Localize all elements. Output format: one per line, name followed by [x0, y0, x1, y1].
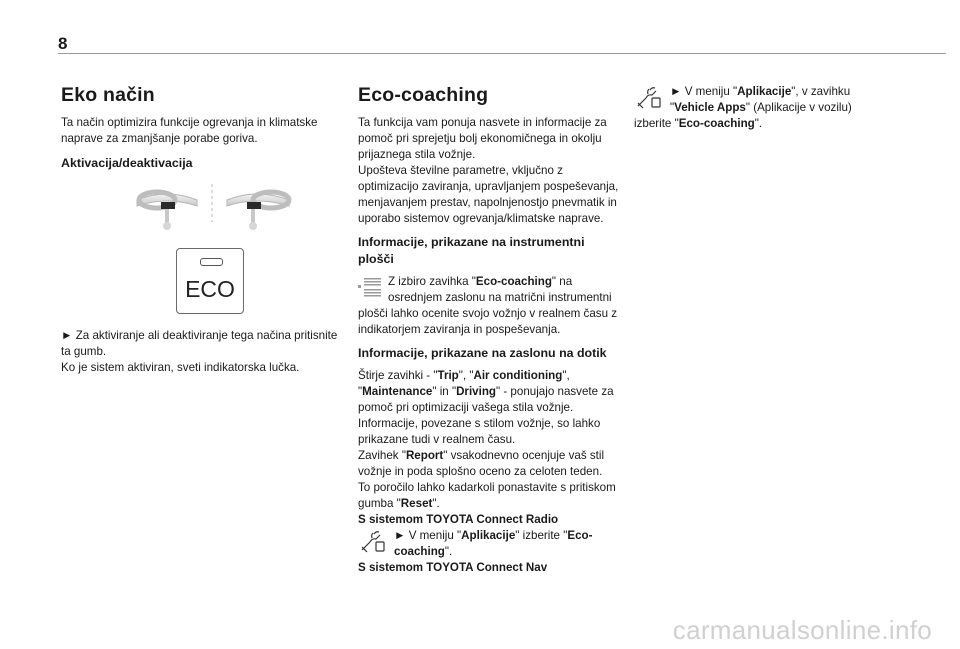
tab-trip: Trip — [437, 369, 459, 382]
eco-coaching-intro: Ta funkcija vam ponuja nasvete in informacije za pomoč pri sprejetju bolj ekonomičnega in okolju prijaznega stila vožnje. — [358, 116, 607, 161]
eco-mode-intro: Ta način optimizira funkcije ogrevanja in klimatske naprave za zmanjšanje porabe goriva. — [61, 116, 318, 145]
steering-wheel-icon — [117, 182, 307, 242]
eco-indicator-lamp — [200, 258, 223, 266]
report-text: Zavihek "Report" vsakodnevno ocenjuje vaš stil vožnje in poda splošno oceno za celoten teden. — [358, 449, 605, 478]
radio-instruction: ► V meniju "Aplikacije" izberite "Eco-coaching". — [394, 529, 593, 558]
page-number: 8 — [58, 34, 68, 53]
nav-heading: S sistemom TOYOTA Connect Nav — [358, 561, 548, 574]
column-nav-instruction — [634, 84, 874, 132]
activation-subtitle: Aktivacija/deaktivacija — [61, 156, 193, 170]
radio-instruction-block — [358, 528, 620, 560]
column-eco-coaching — [358, 84, 620, 576]
nav-instruction: ► V meniju "Aplikacije", v zavihku "Vehicle Apps" (Aplikacije v vozilu) izberite "Eco-coaching". — [634, 85, 852, 130]
touchscreen-tap-icon — [358, 530, 386, 554]
tab-driving: Driving — [456, 385, 497, 398]
instrument-panel-block — [358, 274, 620, 338]
watermark: carmanualsonline.info — [672, 615, 932, 645]
tab-air-conditioning: Air conditioning — [473, 369, 563, 382]
eco-mode-title: Eko način — [61, 84, 155, 106]
eco-note: Ko je sistem aktiviran, sveti indikatorska lučka. — [61, 361, 300, 374]
column-eco-mode — [61, 84, 341, 376]
eco-coaching-title: Eco-coaching — [358, 84, 489, 106]
eco-instruction: ► Za aktiviranje ali deaktiviranje tega načina pritisnite ta gumb. — [61, 329, 338, 358]
touchscreen-tap-icon — [634, 86, 662, 110]
eco-illustration — [61, 178, 341, 328]
eco-button-icon — [176, 248, 244, 314]
tab-maintenance: Maintenance — [362, 385, 433, 398]
matrix-display-icon — [358, 277, 382, 299]
realtime-info-text: Informacije, povezane s stilom vožnje, so lahko prikazane tudi v realnem času. — [358, 417, 601, 446]
nav-instruction-block — [634, 84, 874, 132]
eco-button-label: ECO — [185, 276, 235, 302]
instrument-panel-text: Z izbiro zavihka "Eco-coaching" na osrednjem zaslonu na matrični instrumentni plošči lahko ocenite svojo vožnjo v realnem času z indikatorjem zaviranja in pospeševanja. — [358, 275, 618, 336]
eco-coaching-parameters: Upošteva številne parametre, vključno z optimizacijo zaviranja, upravljanjem pospeševanja, menjavanjem prestav, napolnjenostjo pnevmatik in uporabo sistemov ogrevanja/klimatske naprave. — [358, 164, 619, 225]
touchscreen-heading: Informacije, prikazane na zaslonu na dotik — [358, 346, 607, 360]
reset-text: To poročilo lahko kadarkoli ponastavite s pritiskom gumba "Reset". — [358, 481, 616, 510]
instrument-panel-heading: Informacije, prikazane na instrumentni plošči — [358, 235, 585, 266]
header-rule — [58, 53, 946, 54]
radio-heading: S sistemom TOYOTA Connect Radio — [358, 513, 559, 526]
touchscreen-tabs-text: Štirje zavihki - "Trip", "Air conditioning", "Maintenance" in "Driving" - ponujajo nasvete za pomoč pri optimizaciji vašega stila vožnje. — [358, 369, 614, 414]
